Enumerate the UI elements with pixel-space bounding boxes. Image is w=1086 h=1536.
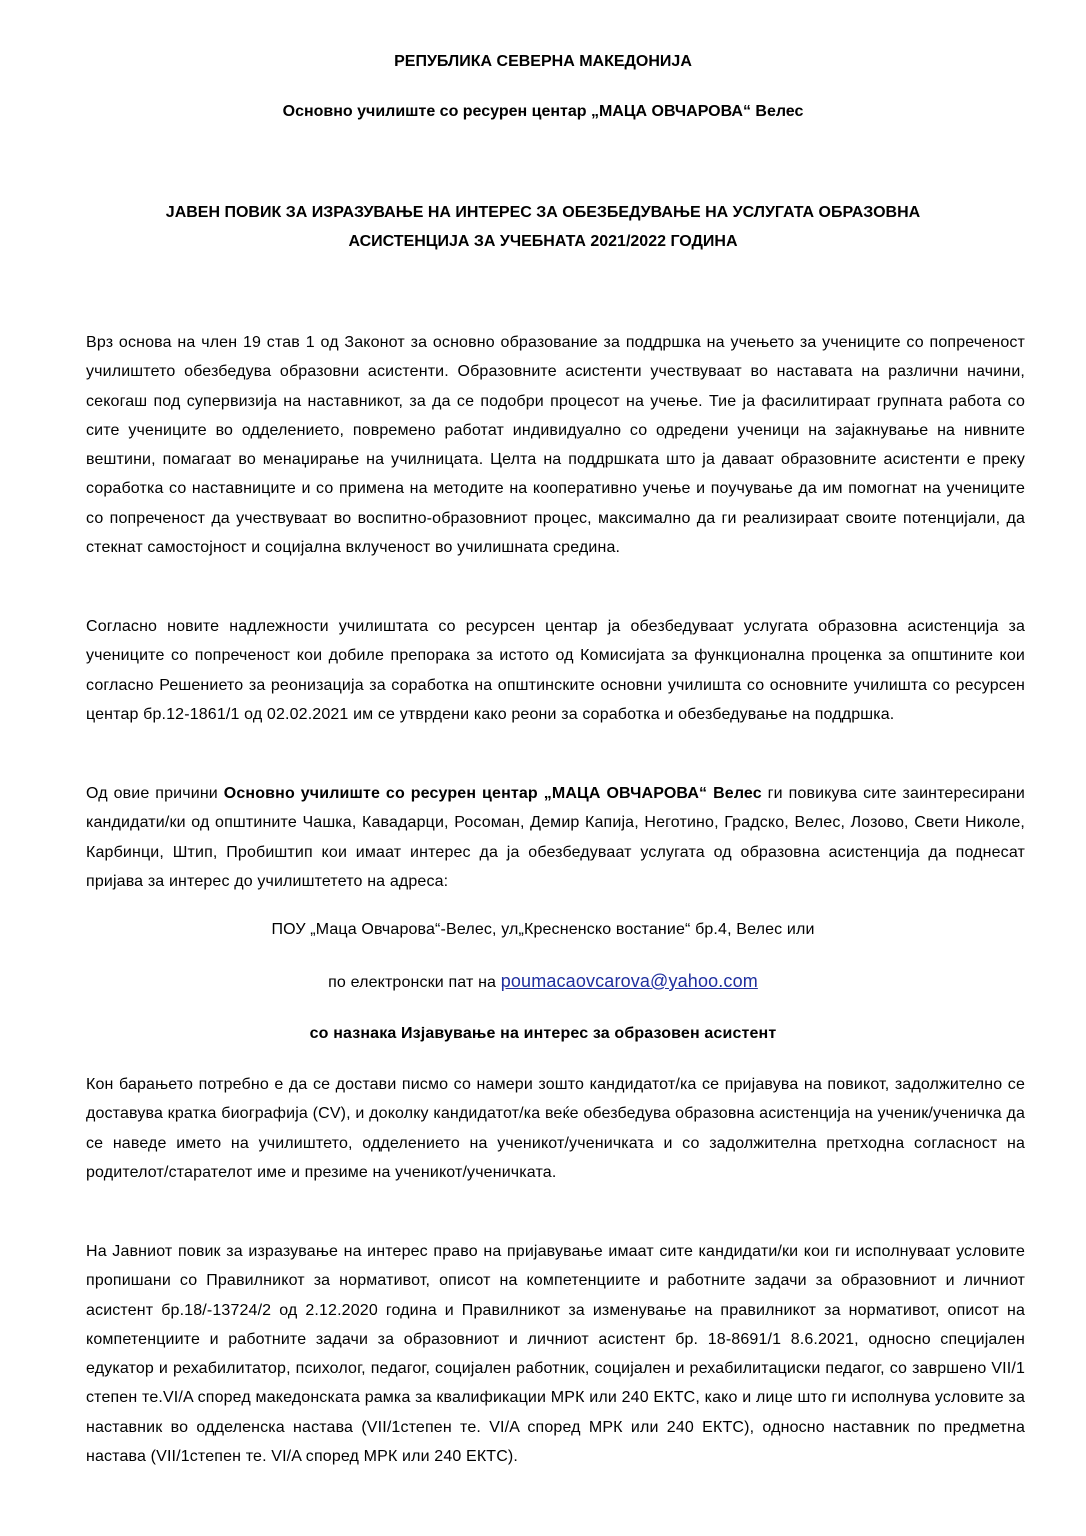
paragraph-call-intro: Од овие причини (86, 785, 224, 802)
email-line (0, 970, 1086, 994)
title-line-1: ЈАВЕН ПОВИК ЗА ИЗРАЗУВАЊЕ НА ИНТЕРЕС ЗА ОБЕЗБЕДУВАЊЕ НА УСЛУГАТА ОБРАЗОВНА (165, 204, 921, 221)
email-link[interactable]: poumacaovcarova@yahoo.com (500, 971, 758, 991)
paragraph-eligibility: На Јавниот повик за изразување на интерес право на пријавување имаат сите кандидати/ки кои ги исполнуваат условите пропишани со Правилникот за нормативот, описот на компетенциите и работните задачи за образовниот и личниот асистент бр.18/-13724/2 од 2.12.2020 година и Правилникот за изменување на правилникот за нормативот, описот на компетенциите и работните задачи за образовниот и личниот асистент бр. 18-8691/1 8.6.2021, односно специјален едукатор и рехабилитатор, психолог, педагог, социјален работник, социјален и рехабилитациски педагог, со завршено VII/1 степен те.VI/A според македонската рамка за квалификации МРК или 240 ЕКТС, како и лице што ги исполнува условите за наставник во одделенска настава (VII/1степен те. VI/A според МРК или 240 ЕКТС), односно наставник по предметна настава (VII/1степен те. VI/A според МРК или 240 ЕКТС). (86, 1243, 1025, 1466)
paragraph-call (86, 779, 1025, 896)
paragraph-call-school: Основно училиште со ресурен центар „МАЦА ОВЧАРОВА“ Велес (223, 785, 762, 802)
address-line: ПОУ „Маца Овчарова“-Велес, ул„Кресненско востание“ бр.4, Велес или (271, 921, 815, 938)
title-line-2: АСИСТЕНЦИЈА ЗА УЧЕБНАТА 2021/2022 ГОДИНА (348, 233, 738, 250)
school-heading: Основно училиште со ресурен центар „МАЦА ОВЧАРОВА“ Велес (282, 103, 804, 120)
email-prefix: по електронски пат на (328, 974, 501, 991)
paragraph-legal-basis: Врз основа на член 19 став 1 од Законот за основно образование за поддршка на учењето за учениците со попреченост училиштето обезбедува образовни асистенти. Образовните асистенти учествуваат во наставата на различни начини, секогаш под супервизија на наставникот, за да се подобри процесот на учење. Тие ја фасилитираат групната работа со сите учениците во одделението, повремено работат индивидуално со одредени ученици на зајакнување на нивните вештини, помагаат во менаџирање на училницата. Целта на поддршката што ја даваат образовните асистенти е преку соработка со наставниците и со примена на методите на кооперативно учење и поучување да им помогнат на учениците со попреченост да учествуваат во воспитно-образовниот процес, максимално да ги реализираат своите потенцијали, да стекнат самостојност и социјална вклученост во училишната средина. (86, 334, 1025, 557)
paragraph-call-body: ги повикува сите заинтересирани кандидати/ки од општините Чашка, Кавадарци, Росоман, Демир Капија, Неготино, Градско, Велес, Лозово, Свети Николе, Карбинци, Штип, Пробиштип кои имаат интерес да ја обезбедуваат услугата од образовна асистенција да поднесат пријава за интерес до училиштетето на адреса: (86, 785, 1025, 890)
application-note: со назнака Изјавување на интерес за образовен асистент (309, 1025, 777, 1042)
paragraph-requirements: Кон барањето потребно е да се достави писмо со намери зошто кандидатот/ка се пријавува на повикот, задолжително се доставува кратка биографија (CV), и доколку кандидатот/ка веќе обезбедува образовна асистенција на ученик/ученичка да се наведе името на училиштето, одделението на ученикот/ученичката и со задолжителна претходна согласност на родителот/старателот име и презиме на ученикот/ученичката. (86, 1076, 1025, 1181)
paragraph-responsibilities: Согласно новите надлежности училиштата со ресурсен центар ја обезбедуваат услугата образовна асистенција за учениците со попреченост кои добиле препорака за истото од Комисијата за функционална проценка за општините кои согласно Решението за реонизација за соработка на општинските основни училишта со основните училишта со ресурсен центар бр.12-1861/1 од 02.02.2021 им се утврдени како реони за соработка и обезбедување на поддршка. (86, 618, 1025, 723)
country-heading: РЕПУБЛИКА СЕВЕРНА МАКЕДОНИЈА (394, 53, 692, 70)
